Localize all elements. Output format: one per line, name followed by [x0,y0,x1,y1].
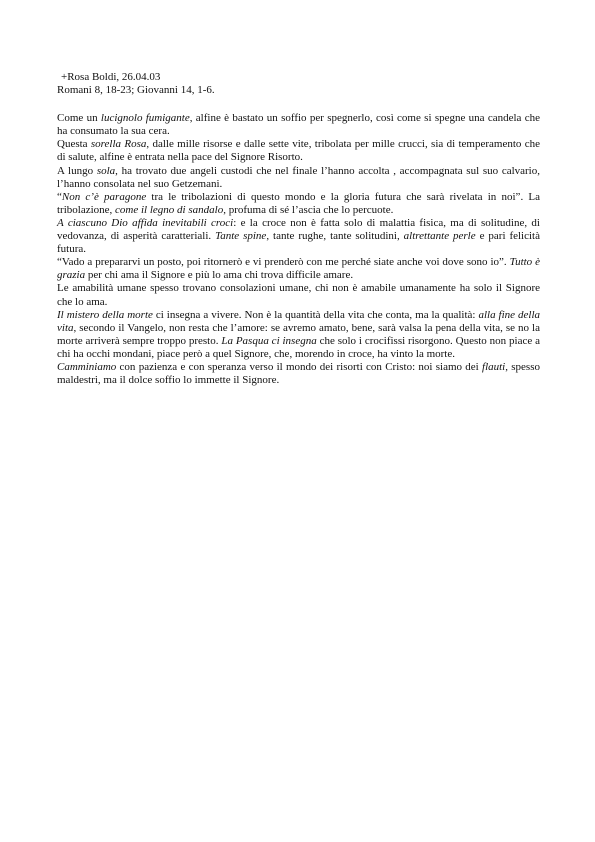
text-run: con pazienza e con speranza verso il mondo dei risorti con Cristo: noi siamo dei [116,360,483,373]
italic-run: altrettante perle [403,230,476,243]
paragraph-1 [57,112,540,138]
italic-run: lucignolo fumigante [100,112,190,125]
text-run: , dalle mille risorse e dalle sette vite, tribolata per mille crucci, sia di temperamento che di salute, alfine è entrata nella pace del Signore Risorto. [57,138,540,164]
text-run: , alfine è bastato un soffio per spegnerlo, così come si spegne una candela che ha consumato la sua cera. [57,112,541,138]
paragraph-5 [57,217,540,256]
text-run: “Vado a prepararvi un posto, poi ritornerò e vi prenderò con me perché siate anche voi dove sono io”. [57,256,510,269]
text-run: ci insegna a vivere. Non è la quantità della vita che conta, ma la qualità: [152,308,479,321]
spacer [57,97,540,112]
text-run: , spesso maldestri, ma il dolce soffio lo immette il Signore. [57,360,540,387]
paragraph-7 [57,282,540,308]
memorial-heading: +Rosa Boldi, 26.04.03 [61,71,161,83]
paragraph-6 [57,256,540,282]
text-run: per chi ama il Signore e più lo ama chi trova difficile amare. [85,269,354,282]
italic-run: Non c’è paragone [61,190,147,203]
paragraph-9 [57,361,540,387]
italic-run: Tutto è grazia [57,256,540,282]
italic-run: sola [96,164,116,177]
italic-run: flauti [482,360,506,373]
italic-run: A ciascuno Dio affida inevitabili croci [57,216,234,229]
text-run: , secondo il Vangelo, non resta che l’amore: se avremo amato, bene, sarà valsa la pena della vita, se no la morte arriverà sempre troppo presto. [57,321,540,347]
italic-run: Camminiamo [57,360,117,373]
text-run: tra le tribolazioni di questo mondo e la gloria futura che sarà rivelata in noi”. La tribolazione, [57,190,540,216]
scripture-references: Romani 8, 18-23; Giovanni 14, 1-6. [57,84,215,97]
document-page [57,71,540,387]
text-run: che solo i crocifissi risorgono. Questo non piace a chi ha occhi mondani, piace però a quel Signore, che, morendo in croce, ha vinto la morte. [57,334,540,360]
italic-run: sorella Rosa [90,138,147,151]
text-run: , tante rughe, tante solitudini, [266,230,404,243]
text-run: , profuma di sé l’ascia che lo percuote. [223,203,394,216]
italic-run: La Pasqua ci insegna [221,334,317,347]
italic-run: Tante spine [215,230,267,243]
text-run: A lungo [57,164,97,177]
italic-run: Il mistero della morte [57,308,153,321]
text-run: e pari felicità futura. [57,230,540,256]
text-run: “ [57,190,62,203]
paragraph-2 [57,138,540,164]
paragraph-4 [57,191,540,217]
italic-run: alla fine della vita [57,308,541,334]
text-run: Questa [57,138,91,151]
text-run: : e la croce non è fatta solo di malattia fisica, ma di solitudine, di vedovanza, di asperità caratteriali. [57,216,540,243]
paragraph-8 [57,309,540,361]
text-run: Le amabilità umane spesso trovano consolazioni umane, chi non è amabile umanamente ha solo il Signore che lo ama. [57,282,540,308]
text-run: Come un [57,112,101,125]
text-run: , ha trovato due angeli custodi che nel finale l’hanno accolta , accompagnata sul suo calvario, l’hanno consolata nel suo Getzemani. [57,164,540,190]
italic-run: come il legno di sandalo [115,203,224,216]
paragraph-3 [57,165,540,191]
